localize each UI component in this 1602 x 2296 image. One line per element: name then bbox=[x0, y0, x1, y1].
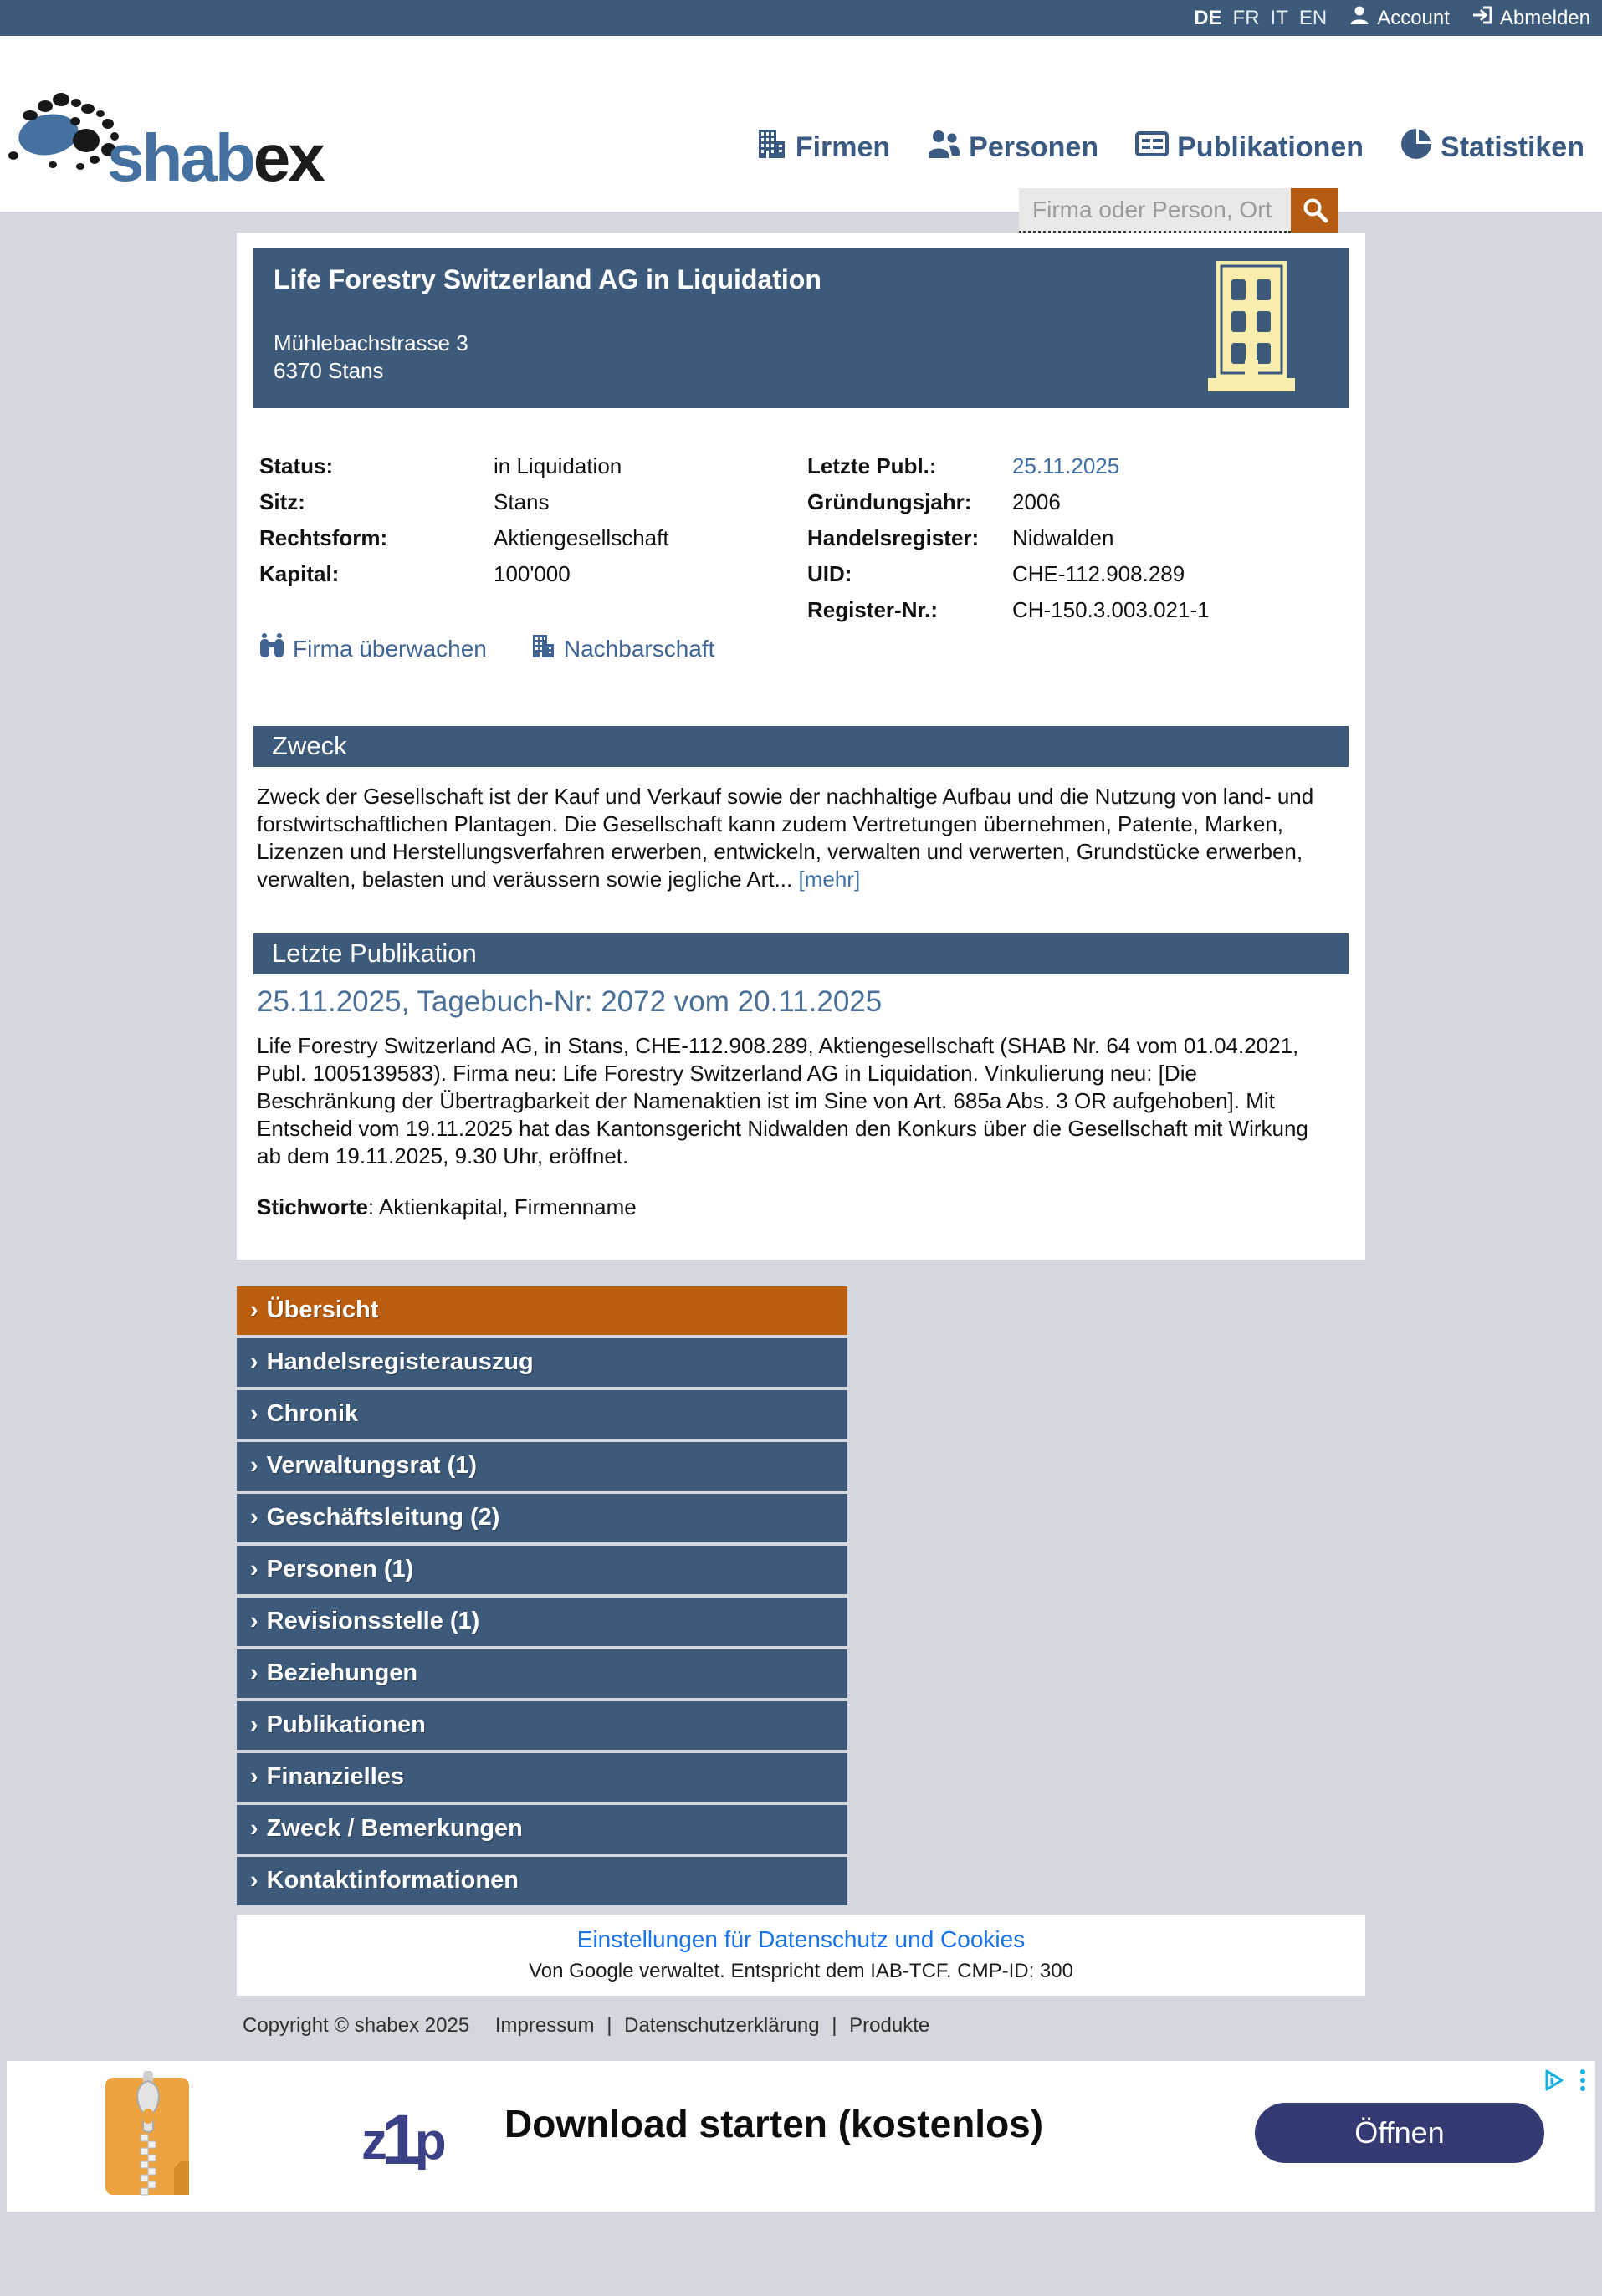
menu-label: Übersicht bbox=[266, 1296, 379, 1323]
nav-publikationen[interactable] bbox=[1135, 128, 1364, 167]
keywords-line bbox=[257, 1194, 637, 1220]
address-line2: 6370 Stans bbox=[274, 358, 384, 383]
keywords-value: : Aktienkapital, Firmenname bbox=[367, 1194, 637, 1220]
chevron-right-icon: › bbox=[250, 1711, 258, 1738]
footer-separator: | bbox=[607, 2014, 612, 2037]
detail-label: Letzte Publ.: bbox=[807, 453, 937, 478]
chevron-right-icon: › bbox=[250, 1348, 258, 1375]
section-menu bbox=[237, 1286, 847, 1909]
address-line1: Mühlebachstrasse 3 bbox=[274, 330, 468, 355]
menu-label: Zweck / Bemerkungen bbox=[266, 1815, 523, 1842]
watch-company-link[interactable] bbox=[259, 632, 487, 665]
lang-de[interactable]: DE bbox=[1194, 6, 1222, 29]
account-button[interactable] bbox=[1349, 4, 1450, 32]
small-building-icon bbox=[530, 633, 555, 664]
detail-row bbox=[807, 592, 1347, 628]
menu-item-verwaltungsrat[interactable] bbox=[237, 1442, 847, 1491]
detail-row bbox=[259, 556, 761, 592]
menu-label: Chronik bbox=[266, 1400, 359, 1427]
people-icon bbox=[927, 128, 960, 167]
detail-row bbox=[807, 520, 1347, 556]
zweck-section-header: Zweck bbox=[253, 726, 1349, 767]
shabex-logo[interactable] bbox=[5, 78, 390, 195]
lang-it[interactable]: IT bbox=[1270, 6, 1288, 29]
company-hero bbox=[253, 248, 1349, 408]
menu-label: Finanzielles bbox=[266, 1763, 405, 1790]
detail-label: Register-Nr.: bbox=[807, 597, 939, 622]
menu-label: Handelsregisterauszug bbox=[266, 1348, 534, 1375]
menu-item-revisionsstelle[interactable] bbox=[237, 1598, 847, 1646]
search-bar bbox=[1019, 188, 1338, 233]
chevron-right-icon: › bbox=[250, 1815, 258, 1842]
copyright: Copyright © shabex 2025 bbox=[243, 2014, 470, 2037]
search-icon bbox=[1301, 196, 1329, 227]
detail-value: 100'000 bbox=[494, 561, 571, 586]
logo-text: shabex bbox=[107, 120, 323, 195]
detail-label: UID: bbox=[807, 561, 852, 586]
footer-link-impressum[interactable]: Impressum bbox=[494, 2014, 595, 2037]
detail-value: in Liquidation bbox=[494, 453, 622, 478]
menu-label: Publikationen bbox=[266, 1711, 426, 1738]
large-building-icon bbox=[1205, 261, 1309, 399]
building-icon bbox=[755, 128, 787, 167]
user-icon bbox=[1349, 4, 1370, 32]
adchoices-icon[interactable] bbox=[1542, 2068, 1567, 2097]
chevron-right-icon: › bbox=[250, 1556, 258, 1583]
chevron-right-icon: › bbox=[250, 1504, 258, 1531]
menu-item-chronik[interactable] bbox=[237, 1390, 847, 1439]
pie-chart-icon bbox=[1400, 128, 1432, 167]
company-address bbox=[274, 330, 468, 385]
detail-label: Sitz: bbox=[259, 489, 305, 514]
main-nav bbox=[755, 128, 1584, 167]
site-header bbox=[0, 36, 1602, 212]
company-actions bbox=[259, 632, 714, 665]
chevron-right-icon: › bbox=[250, 1659, 258, 1686]
zip-app-logo: z1p bbox=[361, 2100, 445, 2179]
detail-label: Status: bbox=[259, 453, 334, 478]
lang-fr[interactable]: FR bbox=[1232, 6, 1260, 29]
chevron-right-icon: › bbox=[250, 1608, 258, 1634]
footer bbox=[243, 2014, 929, 2038]
chevron-right-icon: › bbox=[250, 1867, 258, 1894]
nav-label: Statistiken bbox=[1441, 131, 1584, 163]
keywords-label: Stichworte bbox=[257, 1194, 368, 1220]
menu-item-geschaeftsleitung[interactable] bbox=[237, 1494, 847, 1542]
ad-headline: Download starten (kostenlos) bbox=[504, 2102, 1044, 2145]
logout-icon bbox=[1471, 4, 1493, 32]
cookie-consent-note: Von Google verwaltet. Entspricht dem IAB-TCF. CMP-ID: 300 bbox=[529, 1960, 1073, 1982]
chevron-right-icon: › bbox=[250, 1400, 258, 1427]
nav-label: Publikationen bbox=[1177, 131, 1364, 163]
detail-value: 2006 bbox=[1012, 489, 1061, 514]
detail-label: Handelsregister: bbox=[807, 525, 980, 550]
details-right-column bbox=[807, 448, 1347, 628]
menu-label: Revisionsstelle (1) bbox=[266, 1608, 480, 1634]
menu-item-handelsregisterauszug[interactable] bbox=[237, 1338, 847, 1387]
account-label: Account bbox=[1377, 6, 1450, 29]
detail-value: CHE-112.908.289 bbox=[1012, 561, 1185, 586]
top-bar bbox=[0, 0, 1602, 36]
mehr-link[interactable]: [mehr] bbox=[798, 867, 861, 892]
detail-value: Nidwalden bbox=[1012, 525, 1114, 550]
cookie-settings-link[interactable]: Einstellungen für Datenschutz und Cookies bbox=[576, 1926, 1026, 1952]
nav-personen[interactable] bbox=[927, 128, 1098, 167]
search-button[interactable] bbox=[1291, 188, 1338, 233]
ad-controls bbox=[1542, 2068, 1587, 2097]
zip-folder-icon bbox=[97, 2069, 206, 2207]
detail-row bbox=[259, 484, 761, 520]
footer-link-produkte[interactable]: Produkte bbox=[849, 2014, 930, 2037]
chevron-right-icon: › bbox=[250, 1763, 258, 1790]
detail-label: Kapital: bbox=[259, 561, 340, 586]
last-publication-date-link[interactable]: 25.11.2025 bbox=[1012, 453, 1120, 478]
ad-banner[interactable] bbox=[7, 2061, 1595, 2212]
footer-link-datenschutz[interactable]: Datenschutzerklärung bbox=[624, 2014, 820, 2037]
nav-label: Personen bbox=[969, 131, 1099, 163]
menu-label: Verwaltungsrat (1) bbox=[266, 1452, 478, 1479]
logout-button[interactable] bbox=[1471, 4, 1590, 32]
detail-value: Stans bbox=[494, 489, 550, 514]
menu-label: Kontaktinformationen bbox=[266, 1867, 519, 1894]
chevron-right-icon: › bbox=[250, 1296, 258, 1323]
menu-item-uebersicht[interactable] bbox=[237, 1286, 847, 1335]
menu-item-beziehungen[interactable] bbox=[237, 1649, 847, 1698]
detail-value: CH-150.3.003.021-1 bbox=[1012, 597, 1210, 622]
logout-label: Abmelden bbox=[1499, 6, 1590, 29]
publication-text: Life Forestry Switzerland AG, in Stans, CHE-112.908.289, Aktiengesellschaft (SHAB Nr. 64 vom 01.04.2021, Publ. 1005139583). Firma neu: Life Forestry Switzerland AG in Liquidation. Vinkulierung neu: [Die Beschränkung der Übertragbarkeit der Namenaktien ist im Sine von Art. 685a Abs. 3 OR aufgehoben]. Mit Entscheid vom 19.11.2025 hat das Kantonsgericht Nidwalden den Konkurs über die Gesellschaft mit Wirkung ab dem 19.11.2025, 9.30 Uhr, eröffnet. bbox=[257, 1033, 1308, 1168]
publication-section-header: Letzte Publikation bbox=[253, 933, 1349, 974]
publication-list-icon bbox=[1135, 128, 1169, 167]
detail-value: Aktiengesellschaft bbox=[494, 525, 669, 550]
detail-label: Gründungsjahr: bbox=[807, 489, 972, 514]
footer-separator: | bbox=[832, 2014, 837, 2037]
nav-statistiken[interactable] bbox=[1400, 128, 1584, 167]
menu-item-publikationen[interactable] bbox=[237, 1701, 847, 1750]
menu-item-zweck-bemerkungen[interactable] bbox=[237, 1805, 847, 1854]
zweck-body: Zweck der Gesellschaft ist der Kauf und Verkauf sowie der nachhaltige Aufbau und die Nutzung von land- und forstwirtschaftlichen Plantagen. Die Gesellschaft kann zudem Vertretungen übernehmen, Patente, Marken, Lizenzen und Herstellungsverfahren erwerben, entwickeln, verwalten und verwerten, Grundstücke erwerben, verwalten, belasten und veräussern sowie jegliche Art... bbox=[257, 784, 1314, 892]
detail-row bbox=[259, 520, 761, 556]
binoculars-icon bbox=[259, 632, 284, 665]
menu-item-personen[interactable] bbox=[237, 1546, 847, 1594]
publication-heading: 25.11.2025, Tagebuch-Nr: 2072 vom 20.11.2025 bbox=[257, 985, 883, 1018]
detail-row bbox=[807, 556, 1347, 592]
search-input[interactable] bbox=[1019, 188, 1291, 233]
detail-row bbox=[259, 448, 761, 484]
ad-menu-dots-icon[interactable] bbox=[1579, 2068, 1587, 2097]
nav-firmen[interactable] bbox=[755, 128, 890, 167]
detail-row bbox=[807, 484, 1347, 520]
menu-item-finanzielles[interactable] bbox=[237, 1753, 847, 1802]
menu-label: Beziehungen bbox=[266, 1659, 418, 1686]
detail-label: Rechtsform: bbox=[259, 525, 388, 550]
zweck-text bbox=[257, 783, 1332, 893]
lang-en[interactable]: EN bbox=[1298, 6, 1328, 29]
neighborhood-label: Nachbarschaft bbox=[563, 635, 715, 662]
chevron-right-icon: › bbox=[250, 1452, 258, 1479]
ad-open-button[interactable]: Öffnen bbox=[1255, 2103, 1544, 2163]
neighborhood-link[interactable] bbox=[530, 632, 715, 665]
cookie-consent-box bbox=[237, 1915, 1365, 1996]
menu-label: Personen (1) bbox=[266, 1556, 414, 1583]
menu-label: Geschäftsleitung (2) bbox=[266, 1504, 500, 1531]
menu-item-kontaktinformationen[interactable] bbox=[237, 1857, 847, 1905]
nav-label: Firmen bbox=[795, 131, 891, 163]
watch-company-label: Firma überwachen bbox=[293, 635, 487, 662]
language-switcher bbox=[1194, 7, 1327, 30]
company-card bbox=[237, 233, 1365, 1260]
company-name: Life Forestry Switzerland AG in Liquidation bbox=[274, 264, 821, 294]
details-left-column bbox=[259, 448, 761, 592]
detail-row bbox=[807, 448, 1347, 484]
